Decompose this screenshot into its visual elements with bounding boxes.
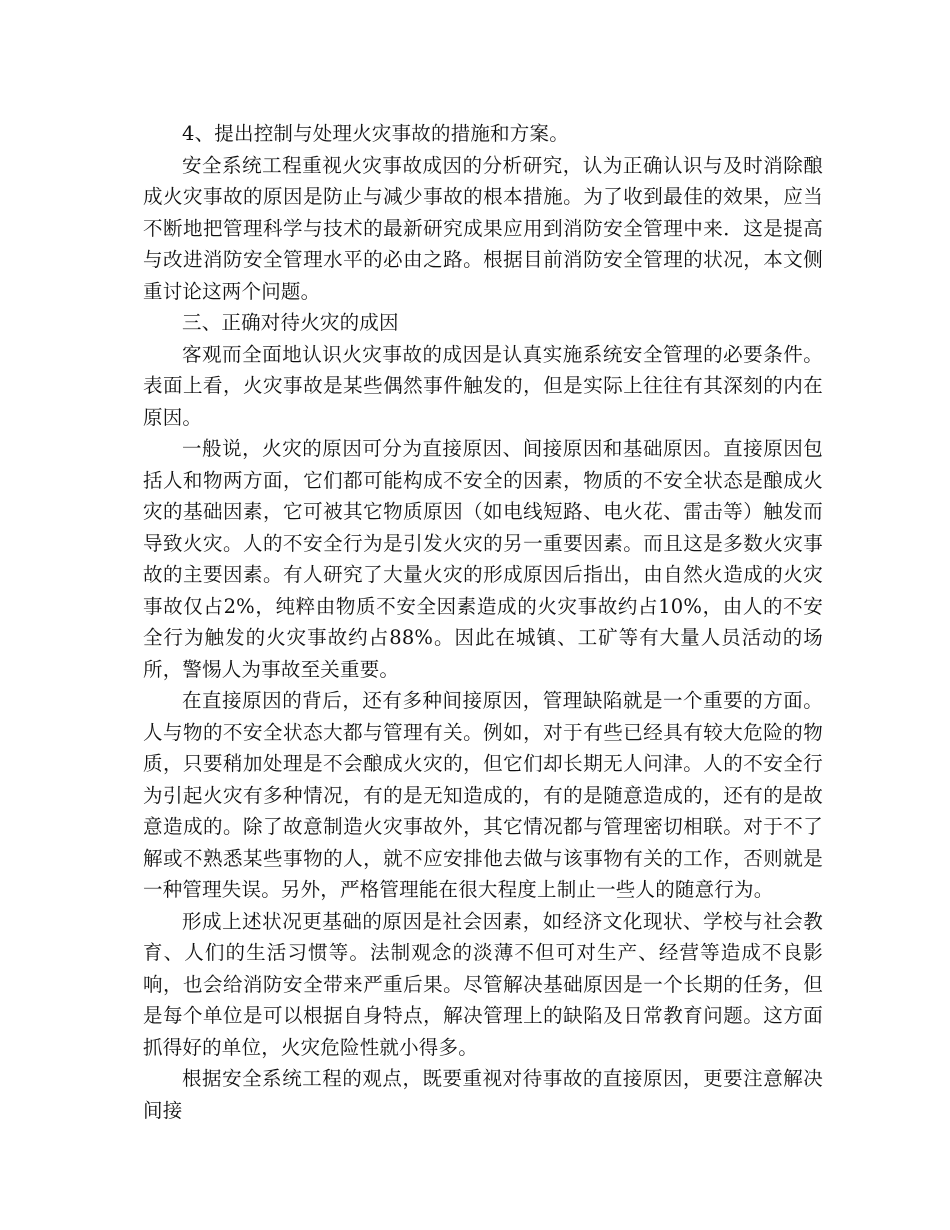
- paragraph-safety-engineering: 安全系统工程重视火灾事故成因的分析研究，认为正确认识与及时消除酿成火灾事故的原因是防止与减少事故的根本措施。为了收到最佳的效果，应当不断地把管理科学与技术的最新研究成果应用到消防安全管理中来．这是提高与改进消防安全管理水平的必由之路。根据目前消防安全管理的状况，本文侧重讨论这两个问题。: [143, 153, 823, 303]
- paragraph-objective-understanding: 客观而全面地认识火灾事故的成因是认真实施系统安全管理的必要条件。表面上看，火灾事故是某些偶然事件触发的，但是实际上往往有其深刻的内在原因。: [143, 342, 823, 429]
- paragraph-indirect-causes: 在直接原因的背后，还有多种间接原因，管理缺陷就是一个重要的方面。人与物的不安全状态大都与管理有关。例如，对于有些已经具有较大危险的物质，只要稍加处理是不会酿成火灾的，但它们却长期无人问津。人的不安全行为引起火灾有多种情况，有的是无知造成的，有的是随意造成的，还有的是故意造成的。除了故意制造火灾事故外，其它情况都与管理密切相联。对于不了解或不熟悉某些事物的人，就不应安排他去做与该事物有关的工作，否则就是一种管理失误。另外，严格管理能在很大程度上制止一些人的随意行为。: [143, 689, 823, 901]
- paragraph-system-view: 根据安全系统工程的观点，既要重视对待事故的直接原因，更要注意解决间接: [143, 1067, 823, 1122]
- section-heading-fire-causes: 三、正确对待火灾的成因: [182, 311, 399, 334]
- paragraph-measures-heading: 4、提出控制与处理火灾事故的措施和方案。: [182, 122, 569, 145]
- document-body: [143, 118, 823, 1126]
- paragraph-social-factors: 形成上述状况更基础的原因是社会因素，如经济文化现状、学校与社会教育、人们的生活习惯等。法制观念的淡薄不但可对生产、经营等造成不良影响，也会给消防安全带来严重后果。尽管解决基础原因是一个长期的任务，但是每个单位是可以根据自身特点，解决管理上的缺陷及日常教育问题。这方面抓得好的单位，火灾危险性就小得多。: [143, 909, 823, 1059]
- paragraph-cause-categories: 一般说，火灾的原因可分为直接原因、间接原因和基础原因。直接原因包括人和物两方面，它们都可能构成不安全的因素，物质的不安全状态是酿成火灾的基础因素，它可被其它物质原因（如电线短路、电火花、雷击等）触发而导致火灾。人的不安全行为是引发火灾的另一重要因素。而且这是多数火灾事故的主要因素。有人研究了大量火灾的形成原因后指出，由自然火造成的火灾事故仅占2%，纯粹由物质不安全因素造成的火灾事故约占10%，由人的不安全行为触发的火灾事故约占88%。因此在城镇、工矿等有大量人员活动的场所，警惕人为事故至关重要。: [143, 437, 823, 681]
